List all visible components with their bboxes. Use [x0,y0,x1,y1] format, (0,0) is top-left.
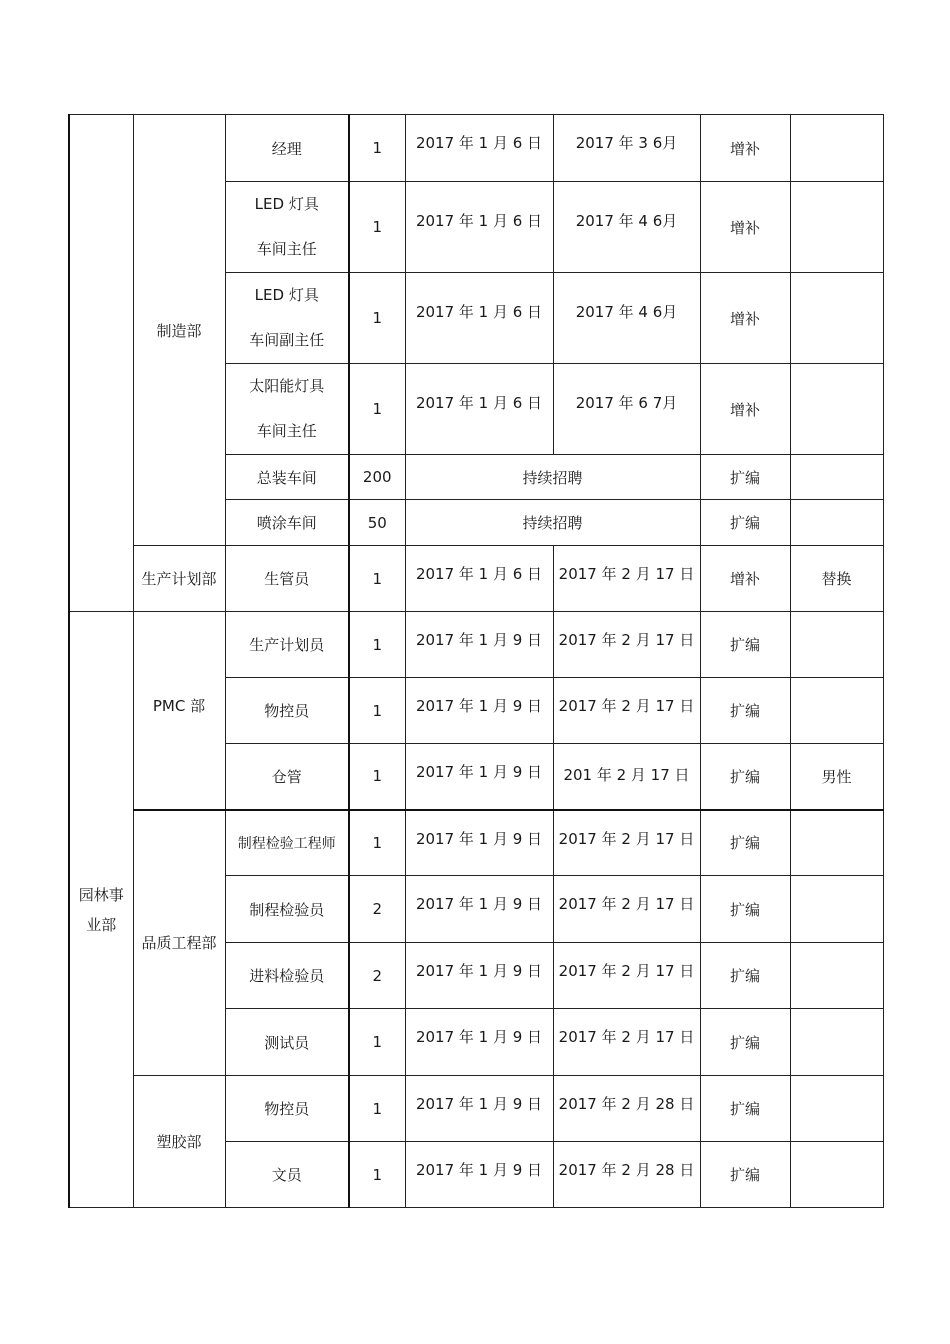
table-row [69,810,883,876]
table-row [69,546,883,612]
position-cell: 制程检验工程师 [225,810,349,876]
end-date-cell: 2017 年 2 月 28 日 [553,1076,700,1142]
start-date-cell: 2017 年 1 月 9 日 [405,1009,553,1076]
department-cell: 塑胶部 [133,1076,225,1208]
department-cell: 生产计划部 [133,546,225,612]
position-cell: 喷涂车间 [225,500,349,546]
note-cell: 替换 [790,546,883,612]
count-cell: 1 [349,273,405,364]
end-date-cell: 2017 年 2 月 17 日 [553,1009,700,1076]
count-cell: 1 [349,546,405,612]
division-line: 业部 [86,915,117,934]
count-cell: 1 [349,364,405,455]
type-cell: 增补 [700,364,790,455]
end-date-cell: 2017 年 2 月 17 日 [553,678,700,744]
note-cell [790,678,883,744]
position-line: 车间副主任 [249,331,325,349]
start-date-cell: 2017 年 1 月 6 日 [405,546,553,612]
end-date-cell: 2017 年 4 6月 [553,273,700,364]
end-date-cell: 2017 年 2 月 17 日 [553,810,700,876]
division-cell [69,612,133,1208]
count-cell: 1 [349,678,405,744]
start-date-cell: 2017 年 1 月 9 日 [405,1076,553,1142]
start-date-cell: 2017 年 1 月 9 日 [405,612,553,678]
type-cell: 增补 [700,182,790,273]
end-date-cell: 2017 年 2 月 17 日 [553,612,700,678]
table-row [69,612,883,678]
note-cell [790,943,883,1009]
end-date-cell: 2017 年 2 月 17 日 [553,876,700,943]
count-cell: 1 [349,810,405,876]
count-cell: 50 [349,500,405,546]
start-date-cell: 2017 年 1 月 9 日 [405,678,553,744]
type-cell: 扩编 [700,612,790,678]
department-cell: PMC 部 [133,612,225,810]
start-date-cell: 2017 年 1 月 6 日 [405,115,553,182]
table-row [69,115,883,182]
start-date-cell: 2017 年 1 月 9 日 [405,810,553,876]
type-cell: 增补 [700,273,790,364]
end-date-cell: 2017 年 2 月 28 日 [553,1142,700,1208]
recruitment-table [68,114,884,1208]
count-cell: 1 [349,612,405,678]
count-cell: 1 [349,115,405,182]
position-cell: 进料检验员 [225,943,349,1009]
department-cell: 品质工程部 [133,810,225,1076]
note-cell [790,182,883,273]
position-cell: 生产计划员 [225,612,349,678]
count-cell: 2 [349,876,405,943]
position-line: LED 灯具 [254,286,319,304]
start-date-cell: 2017 年 1 月 9 日 [405,1142,553,1208]
type-cell: 扩编 [700,455,790,500]
position-cell: 物控员 [225,678,349,744]
position-cell: 仓管 [225,744,349,810]
count-cell: 1 [349,1076,405,1142]
type-cell: 扩编 [700,500,790,546]
count-cell: 1 [349,1009,405,1076]
department-cell: 制造部 [133,115,225,546]
start-date-cell: 2017 年 1 月 6 日 [405,273,553,364]
start-date-cell: 2017 年 1 月 9 日 [405,943,553,1009]
merged-date-cell: 持续招聘 [405,500,700,546]
note-cell [790,876,883,943]
end-date-cell: 2017 年 2 月 17 日 [553,943,700,1009]
position-line: 太阳能灯具 [249,377,325,395]
type-cell: 扩编 [700,1009,790,1076]
division-cell-empty [69,115,133,612]
note-cell [790,1009,883,1076]
end-date-cell: 2017 年 3 6月 [553,115,700,182]
type-cell: 增补 [700,115,790,182]
merged-date-cell: 持续招聘 [405,455,700,500]
position-cell [225,364,349,455]
end-date-cell: 2017 年 6 7月 [553,364,700,455]
count-cell: 2 [349,943,405,1009]
position-line: 车间主任 [256,422,317,440]
end-date-cell: 2017 年 2 月 17 日 [553,546,700,612]
position-line: LED 灯具 [254,195,319,213]
note-cell: 男性 [790,744,883,810]
division-line: 园林事 [78,885,124,904]
position-cell: 物控员 [225,1076,349,1142]
type-cell: 增补 [700,546,790,612]
end-date-cell: 2017 年 4 6月 [553,182,700,273]
position-cell: 生管员 [225,546,349,612]
type-cell: 扩编 [700,810,790,876]
note-cell [790,115,883,182]
position-cell: 经理 [225,115,349,182]
position-line: 车间主任 [256,240,317,258]
table-row [69,1076,883,1142]
count-cell: 1 [349,182,405,273]
note-cell [790,273,883,364]
start-date-cell: 2017 年 1 月 9 日 [405,744,553,810]
note-cell [790,810,883,876]
count-cell: 200 [349,455,405,500]
type-cell: 扩编 [700,1076,790,1142]
position-cell [225,273,349,364]
type-cell: 扩编 [700,876,790,943]
note-cell [790,500,883,546]
type-cell: 扩编 [700,744,790,810]
type-cell: 扩编 [700,1142,790,1208]
position-cell: 制程检验员 [225,876,349,943]
position-cell: 文员 [225,1142,349,1208]
start-date-cell: 2017 年 1 月 6 日 [405,364,553,455]
note-cell [790,1142,883,1208]
type-cell: 扩编 [700,943,790,1009]
count-cell: 1 [349,1142,405,1208]
note-cell [790,364,883,455]
position-cell [225,182,349,273]
note-cell [790,455,883,500]
note-cell [790,1076,883,1142]
position-cell: 总装车间 [225,455,349,500]
position-cell: 测试员 [225,1009,349,1076]
count-cell: 1 [349,744,405,810]
start-date-cell: 2017 年 1 月 6 日 [405,182,553,273]
type-cell: 扩编 [700,678,790,744]
start-date-cell: 2017 年 1 月 9 日 [405,876,553,943]
note-cell [790,612,883,678]
end-date-cell: 201 年 2 月 17 日 [553,744,700,810]
